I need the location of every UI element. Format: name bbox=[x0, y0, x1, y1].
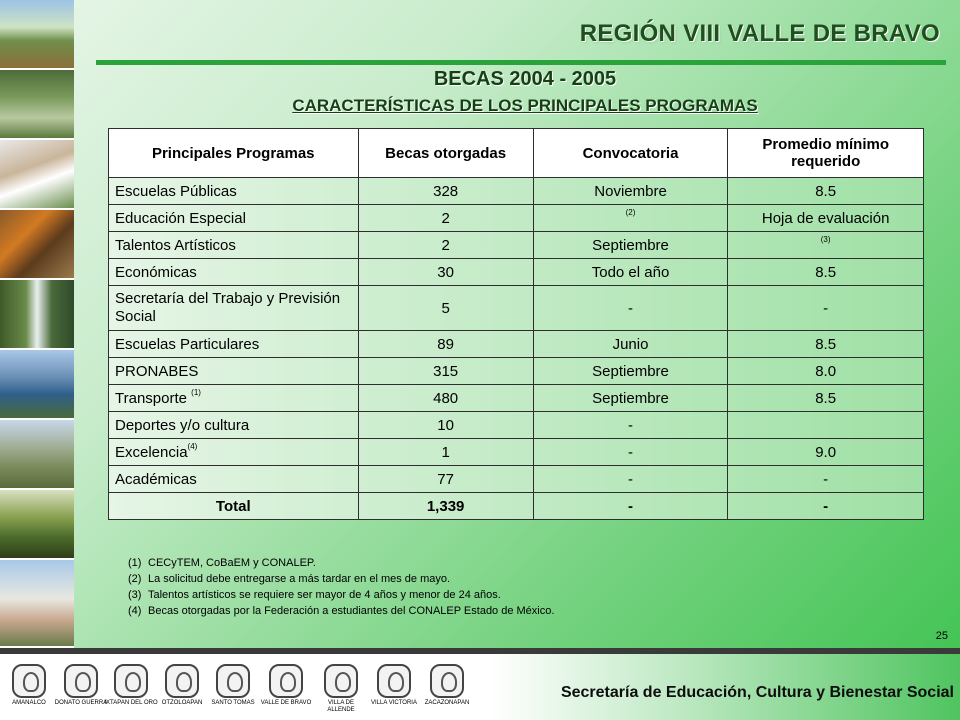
cell-programa: Económicas bbox=[109, 259, 359, 286]
municipio-label: VALLE DE BRAVO bbox=[260, 700, 312, 706]
municipio-ixtapan-del-oro bbox=[104, 664, 158, 707]
footnote-ref: (2) bbox=[625, 207, 636, 217]
table-row bbox=[109, 178, 924, 205]
cell-convocatoria: - bbox=[533, 439, 728, 466]
table-row bbox=[109, 286, 924, 331]
landscape-photo-1 bbox=[0, 0, 74, 70]
cell-becas: 2 bbox=[358, 205, 533, 232]
municipio-label: SANTO TOMAS bbox=[211, 700, 255, 706]
butterfly-photo bbox=[0, 210, 74, 280]
table-row bbox=[109, 412, 924, 439]
municipio-donato-guerra bbox=[54, 664, 108, 707]
municipio-santo-tomas bbox=[206, 664, 260, 707]
page-title: BECAS 2004 - 2005 bbox=[433, 68, 617, 90]
municipio-zacazonapan bbox=[420, 664, 474, 707]
cell-programa: Escuelas Públicas bbox=[109, 178, 359, 205]
footnote-text: Becas otorgadas por la Federación a estudiantes del CONALEP Estado de México. bbox=[148, 605, 555, 617]
header-becas: Becas otorgadas bbox=[358, 129, 533, 178]
municipio-label: OTZOLOAPAN bbox=[161, 700, 203, 706]
municipio-label: VILLA DE ALLENDE bbox=[327, 700, 355, 713]
cell-total-becas: 1,339 bbox=[358, 493, 533, 520]
cell-becas: 2 bbox=[358, 232, 533, 259]
cell-promedio: 9.0 bbox=[728, 439, 924, 466]
municipio-villa-de-allende bbox=[314, 664, 368, 714]
footnote-ref: (1) bbox=[191, 387, 201, 397]
municipio-label: ZACAZONAPAN bbox=[424, 700, 470, 706]
cell-promedio: - bbox=[728, 286, 924, 331]
page-subtitle: CARACTERÍSTICAS DE LOS PRINCIPALES PROGRAMAS bbox=[292, 96, 758, 115]
title-divider bbox=[96, 60, 946, 65]
table-row bbox=[109, 331, 924, 358]
municipio-valle-de-bravo bbox=[259, 664, 313, 707]
footnote-number: (2) bbox=[128, 573, 142, 585]
valle-de-bravo-glyph-icon bbox=[269, 664, 303, 698]
municipio-amanalco bbox=[2, 664, 56, 707]
villa-de-allende-glyph-icon bbox=[324, 664, 358, 698]
church-photo bbox=[0, 560, 74, 648]
table-total-row bbox=[109, 493, 924, 520]
cell-promedio: - bbox=[728, 466, 924, 493]
municipio-villa-victoria bbox=[367, 664, 421, 707]
cell-becas: 89 bbox=[358, 331, 533, 358]
footnote-number: (1) bbox=[128, 557, 142, 569]
footnote-number: (3) bbox=[128, 589, 142, 601]
cell-convocatoria: Todo el año bbox=[533, 259, 728, 286]
page-number: 25 bbox=[935, 630, 948, 642]
cell-becas: 480 bbox=[358, 385, 533, 412]
cell-convocatoria: - bbox=[533, 286, 728, 331]
footnote bbox=[128, 603, 554, 619]
tree-photo bbox=[0, 490, 74, 560]
table-row bbox=[109, 358, 924, 385]
municipio-label: VILLA VICTORIA bbox=[371, 700, 417, 706]
cell-promedio: 8.5 bbox=[728, 178, 924, 205]
region-title: REGIÓN VIII VALLE DE BRAVO bbox=[579, 20, 940, 47]
otzoloapan-glyph-icon bbox=[165, 664, 199, 698]
cell-promedio bbox=[728, 412, 924, 439]
mountain-photo bbox=[0, 420, 74, 490]
cell-becas: 77 bbox=[358, 466, 533, 493]
footnote bbox=[128, 555, 554, 571]
cell-programa: Deportes y/o cultura bbox=[109, 412, 359, 439]
cell-programa: Académicas bbox=[109, 466, 359, 493]
cell-total-promedio: - bbox=[728, 493, 924, 520]
cell-convocatoria: - bbox=[533, 466, 728, 493]
cell-promedio: 8.5 bbox=[728, 385, 924, 412]
cell-programa bbox=[109, 385, 359, 412]
cell-becas: 1 bbox=[358, 439, 533, 466]
donato-guerra-glyph-icon bbox=[64, 664, 98, 698]
cell-total-label: Total bbox=[109, 493, 359, 520]
footnote bbox=[128, 571, 554, 587]
footnote-text: Talentos artísticos se requiere ser mayor de 4 años y menor de 24 años. bbox=[148, 589, 501, 601]
cell-convocatoria: Noviembre bbox=[533, 178, 728, 205]
footnotes bbox=[128, 555, 554, 619]
programa-label: Transporte bbox=[115, 389, 187, 407]
municipio-otzoloapan bbox=[155, 664, 209, 707]
cell-convocatoria: - bbox=[533, 412, 728, 439]
table-row bbox=[109, 385, 924, 412]
zacazonapan-glyph-icon bbox=[430, 664, 464, 698]
amanalco-glyph-icon bbox=[12, 664, 46, 698]
programa-label: Excelencia bbox=[115, 443, 188, 461]
footnote-ref: (4) bbox=[187, 441, 198, 451]
table-row bbox=[109, 466, 924, 493]
cell-programa: Educación Especial bbox=[109, 205, 359, 232]
cell-becas: 315 bbox=[358, 358, 533, 385]
footnote bbox=[128, 587, 554, 603]
footnote-ref: (3) bbox=[820, 234, 831, 244]
cell-promedio: 8.5 bbox=[728, 259, 924, 286]
cell-promedio: 8.5 bbox=[728, 331, 924, 358]
street-photo bbox=[0, 140, 74, 210]
cell-promedio: 8.0 bbox=[728, 358, 924, 385]
table-header-row bbox=[109, 129, 924, 178]
cell-convocatoria: Junio bbox=[533, 331, 728, 358]
cell-becas: 10 bbox=[358, 412, 533, 439]
municipio-label: AMANALCO bbox=[12, 700, 46, 706]
footnote-text: La solicitud debe entregarse a más tardar en el mes de mayo. bbox=[148, 573, 451, 585]
becas-table bbox=[108, 128, 924, 520]
secretaria-name: Secretaría de Educación, Cultura y Bienestar Social bbox=[560, 684, 954, 701]
cell-convocatoria: Septiembre bbox=[533, 358, 728, 385]
header-programas: Principales Programas bbox=[109, 129, 359, 178]
cell-total-convocatoria: - bbox=[533, 493, 728, 520]
cell-programa: Escuelas Particulares bbox=[109, 331, 359, 358]
header-promedio: Promedio mínimo requerido bbox=[728, 129, 924, 178]
cell-convocatoria: Septiembre bbox=[533, 232, 728, 259]
waterfall-photo bbox=[0, 280, 74, 350]
santo-tomas-glyph-icon bbox=[216, 664, 250, 698]
cell-programa: Talentos Artísticos bbox=[109, 232, 359, 259]
table-row bbox=[109, 439, 924, 466]
cell-becas: 30 bbox=[358, 259, 533, 286]
lake-photo bbox=[0, 350, 74, 420]
cell-programa bbox=[109, 439, 359, 466]
cell-programa: Secretaría del Trabajo y Previsión Social bbox=[109, 286, 359, 331]
cell-programa: PRONABES bbox=[109, 358, 359, 385]
cell-becas: 328 bbox=[358, 178, 533, 205]
ixtapan-del-oro-glyph-icon bbox=[114, 664, 148, 698]
municipio-label: IXTAPAN DEL ORO bbox=[104, 700, 158, 706]
table-row bbox=[109, 259, 924, 286]
table-row bbox=[109, 205, 924, 232]
footnote-number: (4) bbox=[128, 605, 142, 617]
cell-promedio bbox=[728, 232, 924, 259]
cell-convocatoria bbox=[533, 205, 728, 232]
table-row bbox=[109, 232, 924, 259]
municipio-label: DONATO GUERRA bbox=[54, 700, 108, 706]
header-convocatoria: Convocatoria bbox=[533, 129, 728, 178]
cell-becas: 5 bbox=[358, 286, 533, 331]
villa-victoria-glyph-icon bbox=[377, 664, 411, 698]
cell-promedio: Hoja de evaluación bbox=[728, 205, 924, 232]
footnote-text: CECyTEM, CoBaEM y CONALEP. bbox=[148, 557, 316, 569]
cell-convocatoria: Septiembre bbox=[533, 385, 728, 412]
